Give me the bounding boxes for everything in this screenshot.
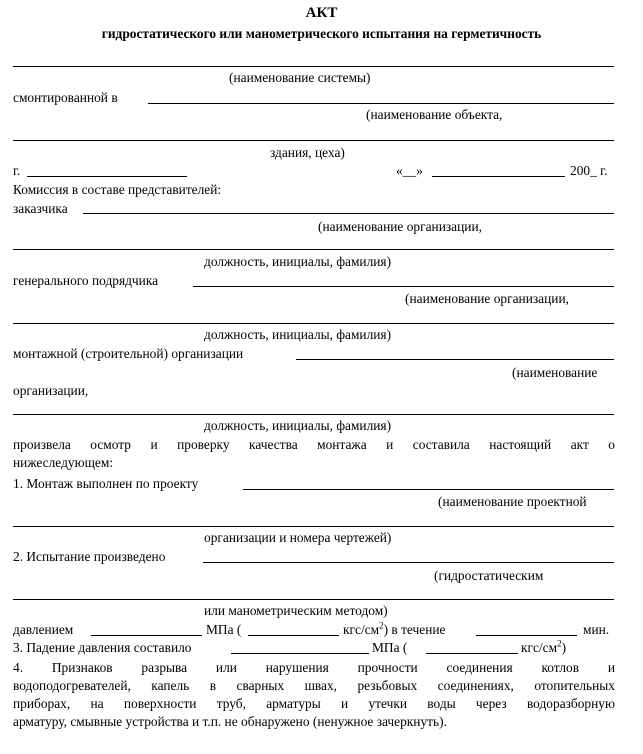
general-contractor-label: генерального подрядчика <box>13 273 159 288</box>
commission-label: Комиссия в составе представителей: <box>13 182 222 197</box>
installation-org-label: монтажной (строительной) организации <box>13 346 244 361</box>
document-subtitle: гидростатического или манометрического испытания на герметичность <box>101 26 542 41</box>
customer-position-line[interactable] <box>13 249 614 250</box>
document-title: АКТ <box>305 5 338 21</box>
object-name-line[interactable] <box>148 103 614 104</box>
item4-line-2: водоподогревателей, капель в сварных швах, резьбовых соединениях, отопительных <box>13 678 615 693</box>
pressure-label: давлением <box>13 622 74 637</box>
date-month-line[interactable] <box>432 176 565 177</box>
customer-line[interactable] <box>83 213 614 214</box>
item4-line-3: приборах, на поверхности труб, арматуры и утечки воды через водоразборную <box>13 696 615 711</box>
org-name-hint-2: (наименование организации, <box>405 291 569 306</box>
item4-line-4: арматуру, смывные устройства и т.п. не обнаружено (ненужное зачеркнуть). <box>13 714 447 729</box>
mano-hint: или манометрическим методом) <box>204 603 388 618</box>
project-line[interactable] <box>243 489 614 490</box>
installation-org-line[interactable] <box>296 359 614 360</box>
contractor-position-line[interactable] <box>13 323 614 324</box>
pressure-kgf-unit: кгс/$см^2$) в течение <box>343 620 446 637</box>
pressure-drop-mpa-line[interactable] <box>231 653 369 654</box>
test-method-line-2[interactable] <box>13 599 614 600</box>
pressure-drop-mpa-unit: МПа ( <box>372 640 408 655</box>
date-year: 200_ г. <box>570 163 608 178</box>
system-name-line[interactable] <box>13 66 614 67</box>
position-hint-3: должность, инициалы, фамилия) <box>204 418 392 433</box>
mounted-in-label: смонтированной в <box>13 90 118 105</box>
pressure-kgf-line[interactable] <box>248 635 339 636</box>
test-method-line[interactable] <box>203 562 614 563</box>
item2-label: 2. Испытание произведено <box>13 549 166 564</box>
inspection-line-1: произвела осмотр и проверку качества монтажа и составила настоящий акт о <box>13 437 615 452</box>
installation-position-line[interactable] <box>13 414 614 415</box>
customer-label: заказчика <box>13 201 68 216</box>
pressure-mpa-line[interactable] <box>91 635 202 636</box>
pressure-mpa-unit: МПа ( <box>206 622 242 637</box>
minutes-unit: мин. <box>583 622 610 637</box>
city-line[interactable] <box>27 176 187 177</box>
project-org-hint: (наименование проектной <box>438 494 587 509</box>
naming-hint: (наименование <box>512 365 598 380</box>
item3-label: 3. Падение давления составило <box>13 640 192 655</box>
building-line[interactable] <box>13 140 614 141</box>
system-name-hint: (наименование системы) <box>229 70 371 85</box>
building-hint: здания, цеха) <box>270 145 345 160</box>
pressure-drop-kgf-line[interactable] <box>426 653 518 654</box>
date-day: «__» <box>396 163 423 178</box>
item4-line-1: 4. Признаков разрыва или нарушения прочности соединения котлов и <box>13 660 615 675</box>
pressure-drop-kgf-unit: кгс/$см^2$) <box>521 638 567 655</box>
organization-hint: организации, <box>13 383 89 398</box>
project-org-hint-2: организации и номера чертежей) <box>204 530 392 545</box>
city-prefix: г. <box>13 163 21 178</box>
position-hint-1: должность, инициалы, фамилия) <box>204 254 392 269</box>
position-hint-2: должность, инициалы, фамилия) <box>204 327 392 342</box>
item1-label: 1. Монтаж выполнен по проекту <box>13 476 199 491</box>
object-name-hint: (наименование объекта, <box>366 107 503 122</box>
hydro-hint: (гидростатическим <box>434 568 544 583</box>
duration-line[interactable] <box>476 635 577 636</box>
drawings-line[interactable] <box>13 526 614 527</box>
inspection-line-2: нижеследующем: <box>13 455 114 470</box>
org-name-hint-1: (наименование организации, <box>318 219 482 234</box>
general-contractor-line[interactable] <box>193 286 614 287</box>
